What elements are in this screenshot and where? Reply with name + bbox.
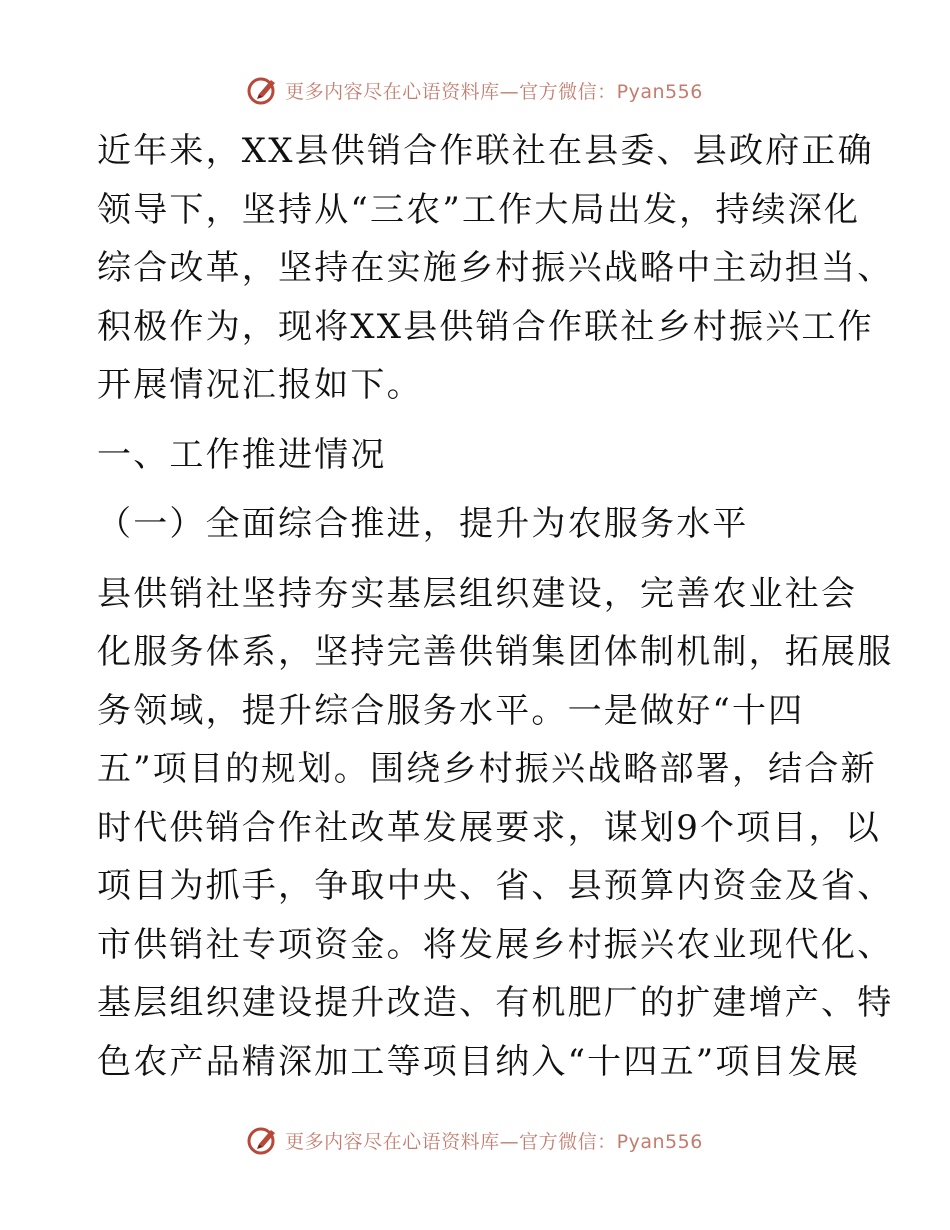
document-body (97, 122, 894, 1091)
text-line: 基层组织建设提升改造、有机肥厂的扩建增产、特 (97, 983, 894, 1023)
text-line: 市供销社专项资金。将发展乡村振兴农业现代化、 (97, 924, 894, 965)
text-line: 时代供销合作社改革发展要求，谋划9个项目，以 (97, 807, 882, 848)
text-line: 积极作为，现将XX县供销合作联社乡村振兴工作 (97, 306, 874, 347)
text-line: 县供销社坚持夯实基层组织建设，完善农业社会 (97, 573, 858, 614)
text-line: 化服务体系，坚持完善供销集团体制机制，拓展服 (97, 632, 894, 672)
paragraph-gap (97, 484, 857, 495)
text-line: 务领域，提升综合服务水平。一是做好“十四 (97, 690, 805, 731)
text-line: 综合改革，坚持在实施乡村振兴战略中主动担当、 (97, 248, 894, 288)
subsection-heading: （一）全面综合推进，提升为农服务水平 (97, 504, 749, 544)
text-line: 色农产品精深加工等项目纳入“十四五”项目发展 (97, 1041, 861, 1082)
pen-nib-circle-icon (247, 74, 279, 106)
text-line: 开展情况汇报如下。 (97, 365, 423, 405)
watermark-text: 更多内容尽在心语资料库—官方微信：Pyan556 (285, 1130, 703, 1153)
section-heading: 一、工作推进情况 (97, 434, 387, 475)
paragraph-body (97, 565, 894, 1092)
text-line: 近年来，XX县供销合作联社在县委、县政府正确 (97, 131, 874, 171)
paragraph-intro (97, 122, 894, 415)
watermark-top (0, 70, 950, 110)
watermark-bottom (0, 1120, 950, 1160)
watermark-text: 更多内容尽在心语资料库—官方微信：Pyan556 (285, 80, 703, 103)
text-line: 五”项目的规划。围绕乡村振兴战略部署，结合新 (97, 749, 877, 789)
pen-nib-circle-icon (247, 1124, 279, 1156)
paragraph-gap (97, 415, 857, 426)
paragraph-gap (97, 554, 857, 565)
text-line: 领导下，坚持从“三农”工作大局出发，持续深化 (97, 189, 861, 230)
text-line: 项目为抓手，争取中央、省、县预算内资金及省、 (97, 866, 894, 906)
